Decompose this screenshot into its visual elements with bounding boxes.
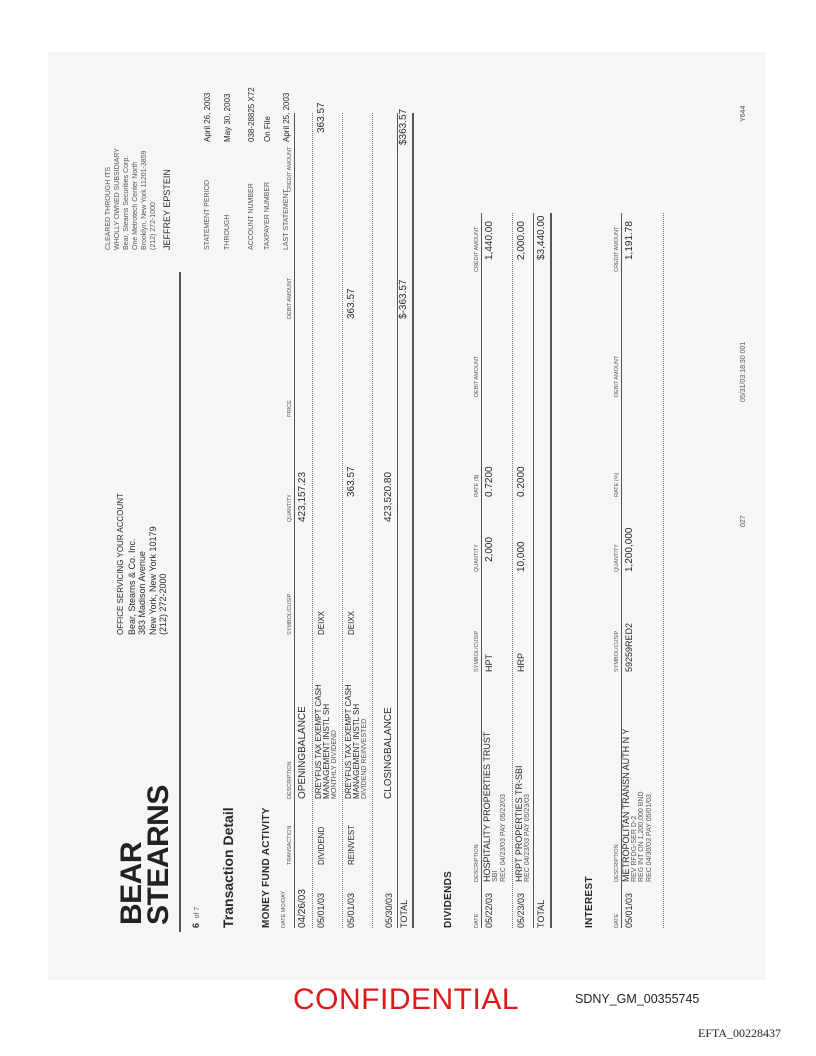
page-title: Transaction Detail [220,807,236,928]
efta-number: EFTA_00228437 [698,1026,782,1040]
row-date: 05/23/03 [516,892,526,928]
clearing-address [104,148,158,250]
office-line: OFFICE SERVICING YOUR ACCOUNT [116,493,125,635]
footer-code-right: Y644 [740,105,747,122]
clearing-line: (212) 272-1000 [150,202,157,250]
row-date: 05/01/03 [316,892,326,928]
taxpayer-number-label: TAXPAYER NUMBER [264,181,271,250]
desc-line: REC 04/23/03 PAY 05/23/03 [523,794,531,882]
total-credit: $3,440.00 [536,215,547,260]
footer-code-mid: 05/31/03:18:30 001 [740,341,747,402]
row-rate: 0.7200 [484,466,495,497]
clearing-line: One Metrotech Center North [132,161,139,250]
row-quantity: 423,157.23 [297,471,308,522]
row-description: OPENINGBALANCE [297,706,308,799]
desc-line: HRPT PROPERTIES TR-SBI [514,765,524,882]
bear-stearns-logo [115,785,175,925]
col-transaction: TRANSACTION [287,825,293,865]
row-separator [663,213,664,928]
col-debit: DEBIT AMOUNT [474,355,480,397]
row-description [315,684,339,799]
row-date: 04/26/03 [297,889,308,928]
last-statement-label: LAST STATEMENT [283,189,290,250]
office-line: (212) 272-2000 [158,573,168,635]
col-debit: DEBIT AMOUNT [287,277,293,319]
col-quantity: QUANTITY [614,544,620,572]
header-underline [294,113,295,928]
desc-line: REG INT ON 1,200,000 BND [638,791,645,882]
row-symbol: 59259RED2 [624,622,634,672]
clearing-line: CLEARED THROUGH ITS [105,166,112,250]
col-symbol: SYMBOL/CUSIP [614,630,620,672]
row-symbol: HRP [516,652,526,672]
page-current: 6 [191,922,201,928]
col-price: PRICE [287,400,293,417]
office-line: 383 Madison Avenue [137,551,147,635]
desc-line: HOSPITALITY PROPERTIES TRUST [482,731,492,882]
office-line: Bear, Stearns & Co. Inc. [126,538,137,635]
taxpayer-number-value: On File [263,116,272,142]
desc-line: METROPOLITAN TRANSN AUTH N Y [621,728,631,882]
row-description [623,728,653,882]
row-description [345,684,369,799]
desc-line: DREYFUS TAX EXEMPT CASH [314,684,323,799]
logo-line-1: BEAR [115,841,148,925]
col-symbol: SYMBOL/CUSIP [287,593,293,635]
desc-line: MONTHLY DIVIDEND [331,730,338,799]
col-credit: CREDIT AMOUNT [614,226,620,272]
account-number-value: 038-28825 X72 [247,87,256,142]
row-transaction: REINVEST [347,824,356,865]
row-date: 05/01/03 [624,892,634,928]
col-description: DESCRIPTION [287,761,293,799]
col-rate: RATE (%) [614,472,620,497]
row-symbol: DEIXX [317,610,326,635]
col-symbol: SYMBOL/CUSIP [474,630,480,672]
confidential-stamp: CONFIDENTIAL [293,983,520,1016]
col-credit: CREDIT AMOUNT [287,146,293,192]
col-date: DATE [614,913,620,928]
footer-code-left: 027 [740,515,747,527]
desc-line: MANAGEMENT INSTL SH [352,703,361,799]
row-symbol: DEIXX [347,610,356,635]
row-separator [372,113,373,928]
statement-period-label: STATEMENT PERIOD [204,179,211,250]
total-rule [533,213,534,928]
row-credit: 1,440.00 [484,221,495,260]
logo-line-2: STEARNS [142,785,175,925]
col-quantity: QUANTITY [474,544,480,572]
through-label: THROUGH [224,214,231,250]
clearing-line: Bear, Stearns Securities Corp. [123,155,130,250]
office-address [116,493,169,635]
col-date: DATE MO/DAY [281,890,287,928]
row-description: CLOSINGBALANCE [383,707,394,799]
desc-line: REC 04/30/03 PAY 05/01/03 [645,794,653,882]
clearing-line: WHOLLY OWNED SUBSIDIARY [114,148,121,250]
col-description: DESCRIPTION [614,844,620,882]
desc-line: DIVIDEND REINVESTED [361,718,368,799]
col-debit: DEBIT AMOUNT [614,355,620,397]
account-name: JEFFREY EPSTEIN [162,169,172,250]
row-description [515,765,532,882]
row-transaction: DIVIDEND [317,826,326,865]
col-description: DESCRIPTION [474,844,480,882]
desc-line: SBI [491,870,499,882]
col-rate: RATE ($) [474,474,480,497]
row-separator [512,213,513,928]
total-double-rule [550,213,552,928]
row-quantity: 10,000 [516,541,527,572]
total-double-rule [412,113,414,928]
header-rule [179,272,181,932]
row-credit: 363.57 [316,102,327,133]
row-rate: 0.2000 [516,466,527,497]
page-number [186,907,204,928]
row-date: 05/22/03 [484,892,494,928]
row-quantity: 2,000 [484,536,495,562]
row-separator [342,113,343,928]
account-number-label: ACCOUNT NUMBER [248,183,255,250]
statement-page [96,57,776,937]
col-date: DATE [474,913,480,928]
col-quantity: QUANTITY [287,494,293,522]
row-date: 05/30/03 [384,892,394,928]
dividends-title: DIVIDENDS [443,870,454,928]
row-quantity: 363.57 [346,466,357,497]
row-separator [312,113,313,928]
row-quantity: 423,520.80 [383,471,394,522]
clearing-line: Brooklyn, New York 11201-3859 [141,150,148,250]
total-label: TOTAL [536,899,546,928]
total-debit: $-363.57 [398,279,409,319]
last-statement-value: April 25, 2003 [282,92,291,142]
total-credit: $363.57 [398,108,409,145]
desc-line: MANAGEMENT INSTL SH [322,703,331,799]
desc-line: REV RFDG-SER D-2 [630,815,638,882]
statement-period-value: April 26, 2003 [203,92,212,142]
row-debit: 363.57 [346,288,357,319]
office-line: New York, New York 10179 [147,526,158,635]
desc-line: REC 04/23/03 PAY 05/22/03 [500,794,507,882]
total-label: TOTAL [399,899,409,928]
desc-line: DREYFUS TAX EXEMPT CASH [344,684,353,799]
bates-number: SDNY_GM_00355745 [575,992,700,1006]
total-rule [397,113,398,928]
page-of: of 7 [194,906,201,919]
row-symbol: HPT [484,654,494,672]
interest-title: INTEREST [584,876,595,928]
row-date: 05/01/03 [346,892,356,928]
row-credit: 1,191.78 [624,221,635,260]
through-value: May 30, 2003 [223,93,232,142]
row-description [483,732,509,882]
row-quantity: 1,200,000 [624,527,635,572]
money-fund-title: MONEY FUND ACTIVITY [261,807,272,928]
row-credit: 2,000.00 [516,221,527,260]
col-credit: CREDIT AMOUNT [474,226,480,272]
